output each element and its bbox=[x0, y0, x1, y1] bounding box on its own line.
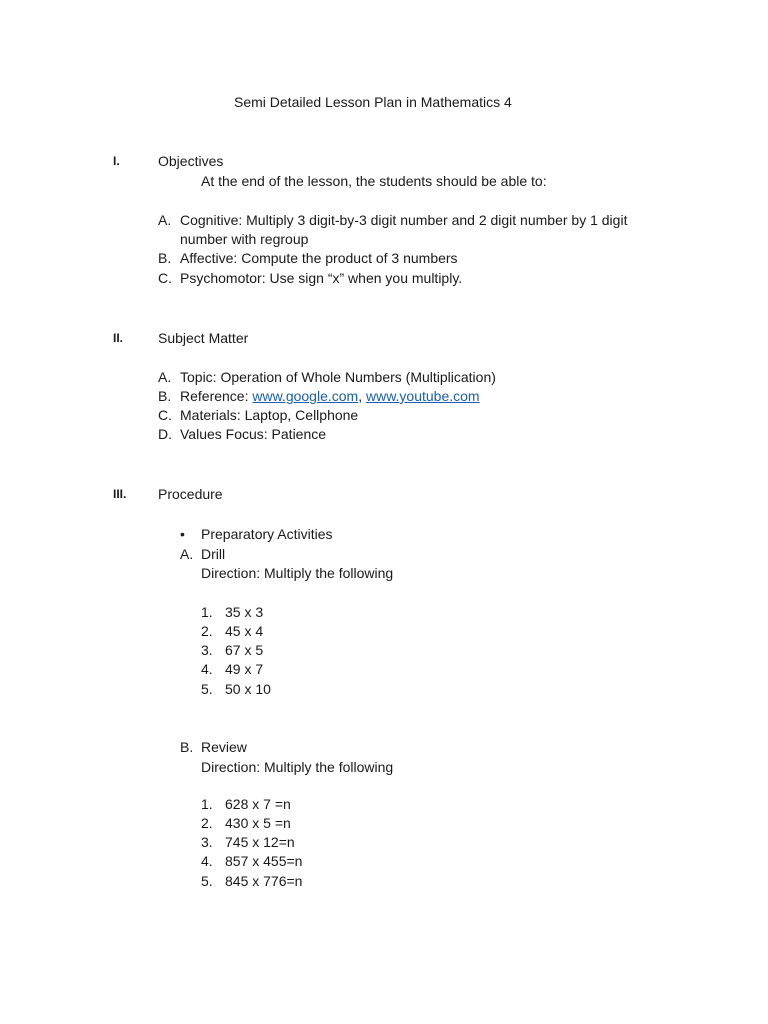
drill-item-number: 4. bbox=[201, 661, 213, 677]
preparatory-activities: Preparatory Activities bbox=[201, 526, 333, 542]
subject-marker: D. bbox=[158, 426, 172, 442]
drill-item: 35 x 3 bbox=[225, 604, 264, 620]
subject-values-focus: Values Focus: Patience bbox=[180, 426, 327, 442]
review-item: 430 x 5 =n bbox=[225, 815, 291, 831]
review-item-number: 2. bbox=[201, 815, 213, 831]
section-numeral-procedure: III. bbox=[113, 487, 127, 501]
review-item-number: 1. bbox=[201, 796, 213, 812]
review-direction: Direction: Multiply the following bbox=[201, 759, 394, 775]
page-title: Semi Detailed Lesson Plan in Mathematics 4 bbox=[234, 94, 512, 110]
drill-item: 49 x 7 bbox=[225, 661, 264, 677]
section-numeral-objectives: I. bbox=[113, 154, 120, 168]
review-item: 628 x 7 =n bbox=[225, 796, 291, 812]
objectives-intro: At the end of the lesson, the students should be able to: bbox=[201, 173, 547, 189]
drill-item-number: 5. bbox=[201, 681, 213, 697]
subject-materials: Materials: Laptop, Cellphone bbox=[180, 407, 359, 423]
section-heading-subject-matter: Subject Matter bbox=[158, 330, 249, 346]
section-heading-procedure: Procedure bbox=[158, 486, 223, 502]
drill-item: 67 x 5 bbox=[225, 642, 264, 658]
reference-link-google[interactable]: www.google.com bbox=[252, 388, 359, 404]
drill-label: Drill bbox=[201, 546, 226, 562]
objective-text-continued: number with regroup bbox=[180, 231, 309, 247]
drill-item: 50 x 10 bbox=[225, 681, 271, 697]
section-numeral-subject-matter: II. bbox=[113, 331, 124, 345]
objective-text: Affective: Compute the product of 3 numbers bbox=[180, 250, 458, 266]
subject-marker: B. bbox=[158, 388, 172, 404]
objective-text: Cognitive: Multiply 3 digit-by-3 digit number and 2 digit number by 1 digit bbox=[180, 212, 628, 228]
objective-text: Psychomotor: Use sign “x” when you multiply. bbox=[180, 270, 463, 286]
review-item-number: 5. bbox=[201, 873, 213, 889]
review-item-number: 4. bbox=[201, 853, 213, 869]
reference-link-youtube[interactable]: www.youtube.com bbox=[365, 388, 480, 404]
reference-label: Reference: bbox=[180, 388, 253, 404]
bullet-icon: • bbox=[180, 526, 185, 542]
review-marker: B. bbox=[180, 739, 194, 755]
drill-marker: A. bbox=[180, 546, 194, 562]
review-item: 845 x 776=n bbox=[225, 873, 303, 889]
review-label: Review bbox=[201, 739, 247, 755]
review-item: 857 x 455=n bbox=[225, 853, 303, 869]
section-heading-objectives: Objectives bbox=[158, 153, 224, 169]
drill-item: 45 x 4 bbox=[225, 623, 264, 639]
reference-separator: , bbox=[358, 388, 366, 404]
drill-item-number: 3. bbox=[201, 642, 213, 658]
subject-reference bbox=[180, 387, 480, 406]
subject-topic: Topic: Operation of Whole Numbers (Multiplication) bbox=[180, 369, 496, 385]
drill-direction: Direction: Multiply the following bbox=[201, 565, 394, 581]
objective-marker: C. bbox=[158, 270, 172, 286]
review-item-number: 3. bbox=[201, 834, 213, 850]
review-item: 745 x 12=n bbox=[225, 834, 295, 850]
objective-marker: A. bbox=[158, 212, 172, 228]
objective-marker: B. bbox=[158, 250, 172, 266]
subject-marker: C. bbox=[158, 407, 172, 423]
drill-item-number: 2. bbox=[201, 623, 213, 639]
subject-marker: A. bbox=[158, 369, 172, 385]
drill-item-number: 1. bbox=[201, 604, 213, 620]
